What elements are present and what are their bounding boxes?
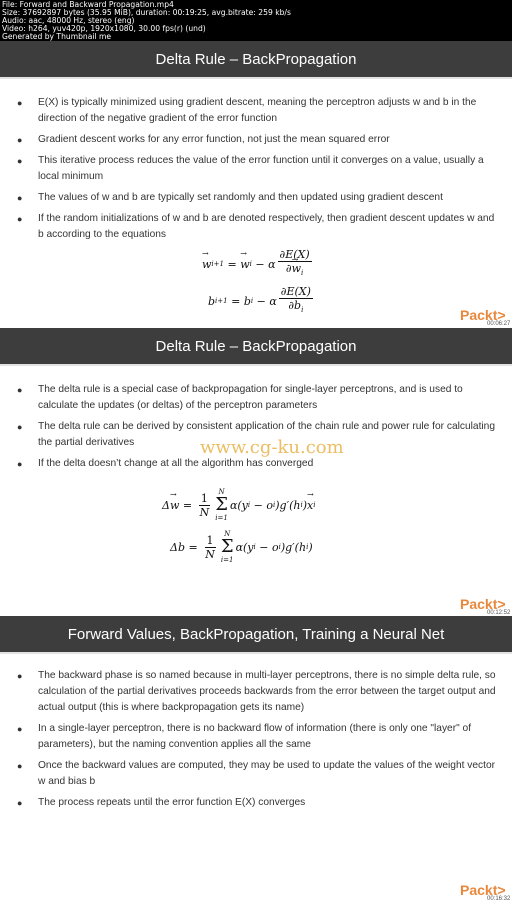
slide-title: Delta Rule – BackPropagation — [0, 41, 512, 77]
bullet-item: ● Gradient descent works for any error function, not just the mean squared error — [0, 132, 512, 148]
weight-update-equation: → w i+1 = → w i − α $\frac{\partial E(X)}{\partial\to w_i}$ — [202, 248, 314, 280]
slide-title: Delta Rule – BackPropagation — [0, 328, 512, 364]
bias-update-equation: b i+1 = b i − α $\frac{\partial E(X)}{\partial b_i}$ — [208, 285, 311, 315]
info-size: Size: 37692897 bytes (35.95 MiB), duration: 00:19:25, avg.bitrate: 259 kb/s — [2, 8, 291, 17]
info-generator: Generated by Thumbnail me — [2, 32, 112, 41]
divider — [0, 77, 512, 79]
frame-timestamp: 00:06:27 — [487, 321, 511, 327]
info-video: Video: h264, yuv420p, 1920x1080, 30.00 fps(r) (und) — [2, 24, 206, 33]
slide-2 — [0, 328, 512, 620]
bullet-item: ● Once the backward values are computed, they may be used to update the values of the weight vector w and bias b — [0, 758, 512, 790]
bullet-item: ● If the delta doesn’t change at all the algorithm has converged — [0, 456, 512, 472]
bullet-item: ● In a single-layer perceptron, there is no backward flow of information (there is only one "layer" of parameters), but the naming convention applies all the same — [0, 721, 512, 753]
video-info-header — [0, 0, 512, 41]
slide-title: Forward Values, BackPropagation, Training a Neural Net — [0, 616, 512, 652]
delta-w-equation: Δ → w = $\frac{1}{N}$ N Σ i=1 α(y i − o i )g′(h i ) → x i — [162, 488, 315, 522]
bullet-item: ● The values of w and b are typically set randomly and then updated using gradient descent — [0, 190, 512, 206]
bullet-list — [0, 668, 512, 816]
watermark: www.cg-ku.com — [200, 437, 344, 458]
bullet-item: ● If the random initializations of w and b are denoted respectively, then gradient descent updates w and b according to the equations — [0, 211, 512, 243]
bullet-list — [0, 95, 512, 248]
frame-timestamp: 00:16:32 — [487, 896, 511, 902]
bullet-item: ● The delta rule is a special case of backpropagation for single-layer perceptrons, and is used to calculate the updates (or deltas) of the perceptron parameters — [0, 382, 512, 414]
frame-timestamp: 00:12:52 — [487, 610, 511, 616]
divider — [0, 652, 512, 654]
bullet-item: ● The delta rule can be derived by consistent application of the chain rule and power rule for calculating the partial derivatives — [0, 419, 512, 451]
bullet-item: ● The backward phase is so named because in multi-layer perceptrons, there is no simple delta rule, so calculation of the partial derivatives proceeds backwards from the error between the target output and actual output (this is where backpropagation gets its name) — [0, 668, 512, 716]
bullet-item: ● E(X) is typically minimized using gradient descent, meaning the perceptron adjusts w and b in the direction of the negative gradient of the error function — [0, 95, 512, 127]
packt-logo: Packt> — [460, 307, 506, 323]
slide-3 — [0, 616, 512, 904]
divider — [0, 364, 512, 366]
packt-logo: Packt> — [460, 596, 506, 612]
info-audio: Audio: aac, 48000 Hz, stereo (eng) — [2, 16, 135, 25]
delta-b-equation: Δb = $\frac{1}{N}$ N Σ i=1 α(y i − o i )g′(h i ) — [170, 530, 313, 564]
packt-logo: Packt> — [460, 882, 506, 898]
bullet-item: ● This iterative process reduces the value of the error function until it converges on a value, usually a local minimum — [0, 153, 512, 185]
bullet-item: ● The process repeats until the error function E(X) converges — [0, 795, 512, 811]
info-file: File: Forward and Backward Propagation.mp4 — [2, 0, 174, 9]
bullet-list — [0, 382, 512, 477]
slide-1 — [0, 41, 512, 331]
